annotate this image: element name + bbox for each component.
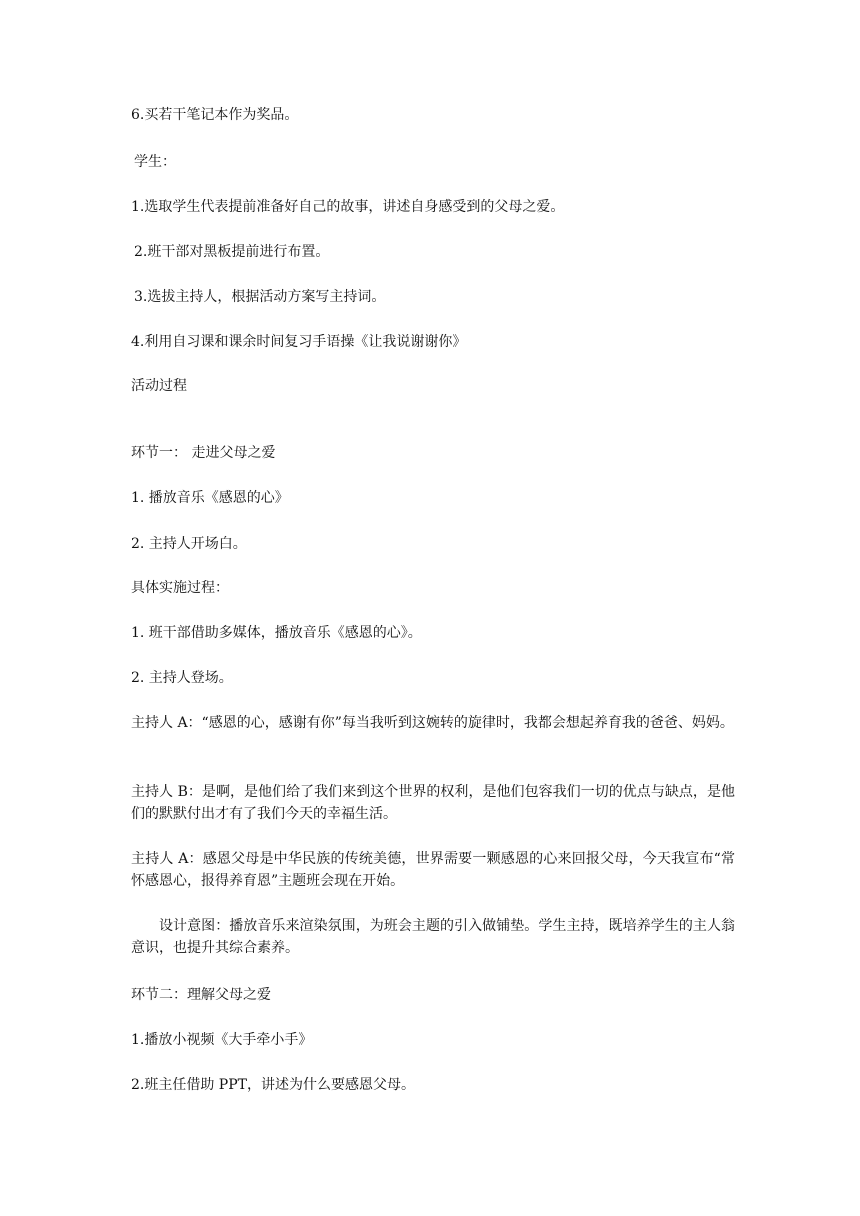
- host-b-paragraph: 主持人 B：是啊，是他们给了我们来到这个世界的权利，是他们包容我们一切的优点与缺点，是他们的默默付出才有了我们今天的幸福生活。: [131, 784, 735, 822]
- activity-process-heading: 活动过程: [131, 378, 187, 394]
- section-two-item-1: 1.播放小视频《大手牵小手》: [131, 1032, 313, 1048]
- section-one-item-2: 2. 主持人开场白。: [131, 536, 247, 552]
- section-two-heading: 环节二：理解父母之爱: [131, 987, 271, 1003]
- student-item-4: 4.利用自习课和课余时间复习手语操《让我说谢谢你》: [131, 334, 467, 350]
- student-item-2: 2.班干部对黑板提前进行布置。: [134, 244, 330, 260]
- implementation-item-2: 2. 主持人登场。: [131, 670, 233, 686]
- design-intent-paragraph: 设计意图：播放音乐来渲染氛围，为班会主题的引入做铺垫。学生主持，既培养学生的主人翁意识，也提升其综合素养。: [131, 918, 735, 956]
- section-one-heading: 环节一： 走进父母之爱: [131, 445, 276, 461]
- student-item-3: 3.选拔主持人，根据活动方案写主持词。: [134, 289, 386, 305]
- section-two-item-2: 2.班主任借助 PPT，讲述为什么要感恩父母。: [131, 1077, 415, 1093]
- implementation-item-1: 1. 班干部借助多媒体，播放音乐《感恩的心》。: [131, 625, 422, 641]
- students-heading: 学生：: [134, 154, 176, 170]
- prep-item-6: 6.买若干笔记本作为奖品。: [131, 107, 299, 123]
- student-item-1: 1.选取学生代表提前准备好自己的故事，讲述自身感受到的父母之爱。: [131, 199, 565, 215]
- section-one-item-1: 1. 播放音乐《感恩的心》: [131, 490, 289, 506]
- host-a-paragraph-2: 主持人 A：感恩父母是中华民族的传统美德，世界需要一颗感恩的心来回报父母，今天我宣布“常怀感恩心，报得养育恩”主题班会现在开始。: [131, 851, 735, 889]
- host-a-paragraph-1: 主持人 A：“感恩的心，感谢有你”每当我听到这婉转的旋律时，我都会想起养育我的爸爸、妈妈。: [131, 715, 734, 731]
- implementation-heading: 具体实施过程：: [131, 580, 229, 596]
